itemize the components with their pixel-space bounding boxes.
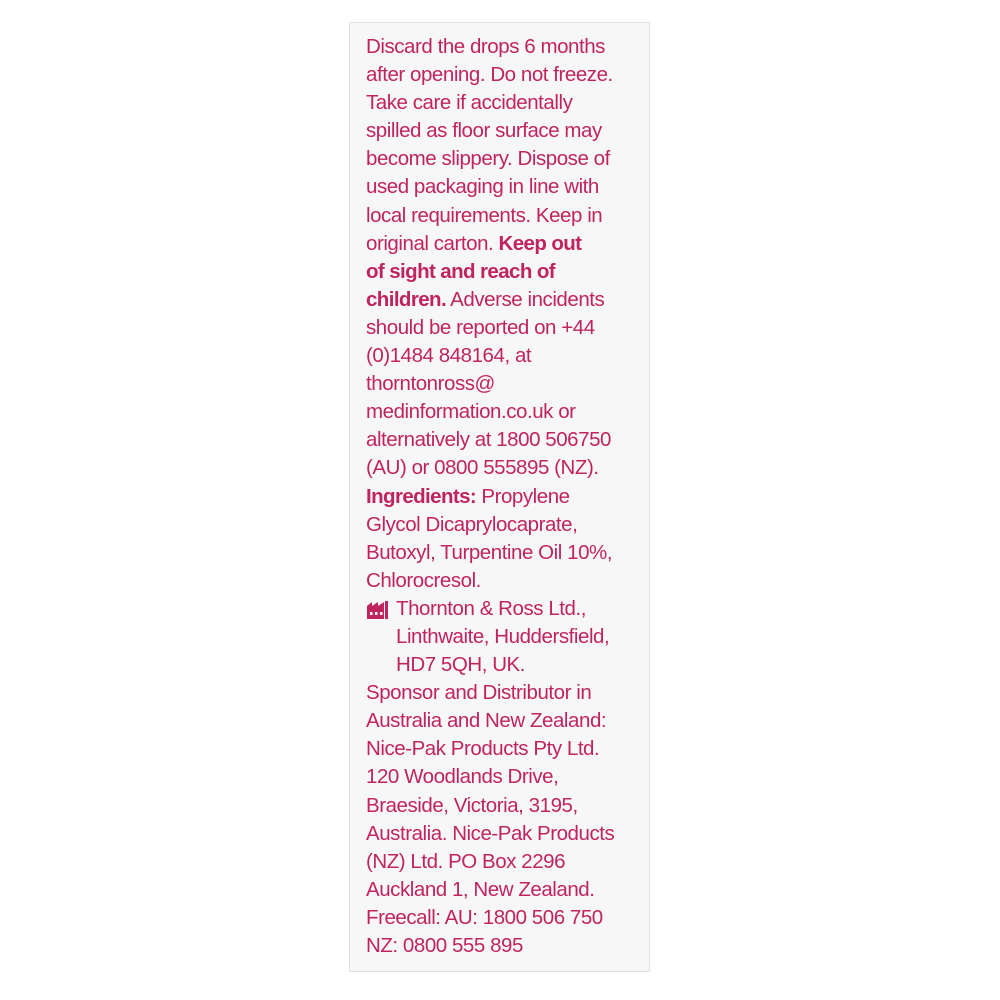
text-line xyxy=(366,286,650,314)
text-line: Discard the drops 6 months xyxy=(366,35,605,58)
text-line: after opening. Do not freeze. xyxy=(366,63,613,87)
factory-icon xyxy=(366,600,390,620)
manufacturer-line xyxy=(366,595,650,623)
text-line: local requirements. Keep in xyxy=(366,203,603,227)
text-line: alternatively at 1800 506750 xyxy=(366,428,611,452)
distributor-line: Australia and New Zealand: xyxy=(366,709,607,733)
freecall-line: NZ: 0800 555 895 xyxy=(366,934,523,957)
text-line xyxy=(366,230,650,258)
warning-text: of sight and reach of xyxy=(366,259,555,283)
ingredients-heading: Ingredients: xyxy=(366,484,477,508)
text-segment: Propylene xyxy=(476,484,570,508)
distributor-line: 120 Woodlands Drive, xyxy=(366,765,559,789)
text-line xyxy=(366,258,650,286)
text-line: should be reported on +44 xyxy=(366,315,595,339)
text-line: (AU) or 0800 555895 (NZ). xyxy=(366,456,599,480)
text-segment: original carton. xyxy=(366,231,499,255)
manufacturer-line: HD7 5QH, UK. xyxy=(396,653,526,677)
label-text xyxy=(366,33,650,960)
phone-number: (0)1484 848164, at xyxy=(366,344,532,368)
distributor-line: Auckland 1, New Zealand. xyxy=(366,877,595,901)
manufacturer-name: Thornton & Ross Ltd., xyxy=(396,596,586,620)
email-line: thorntonross@ xyxy=(366,372,495,396)
distributor-line: (NZ) Ltd. PO Box 2296 xyxy=(366,849,566,873)
text-line: become slippery. Dispose of xyxy=(366,147,610,171)
distributor-line: Nice-Pak Products Pty Ltd. xyxy=(366,737,600,761)
warning-text: Keep out xyxy=(498,231,582,255)
ingredients-line xyxy=(366,483,650,511)
ingredients-line: Chlorocresol. xyxy=(366,568,481,592)
ingredients-line: Glycol Dicaprylocaprate, xyxy=(366,512,578,536)
email-line: medinformation.co.uk or xyxy=(366,400,576,424)
distributor-line: Sponsor and Distributor in xyxy=(366,681,592,705)
distributor-line: Braeside, Victoria, 3195, xyxy=(366,793,578,817)
freecall-line: Freecall: AU: 1800 506 750 xyxy=(366,905,603,929)
ingredients-line: Butoxyl, Turpentine Oil 10%, xyxy=(366,540,613,564)
text-line: Take care if accidentally xyxy=(366,91,573,115)
text-segment: Adverse incidents xyxy=(446,287,605,311)
warning-text: children. xyxy=(366,287,447,311)
distributor-line: Australia. Nice-Pak Products xyxy=(366,821,615,845)
manufacturer-line: Linthwaite, Huddersfield, xyxy=(396,624,610,648)
text-line: used packaging in line with xyxy=(366,175,599,199)
text-line: spilled as floor surface may xyxy=(366,119,602,143)
